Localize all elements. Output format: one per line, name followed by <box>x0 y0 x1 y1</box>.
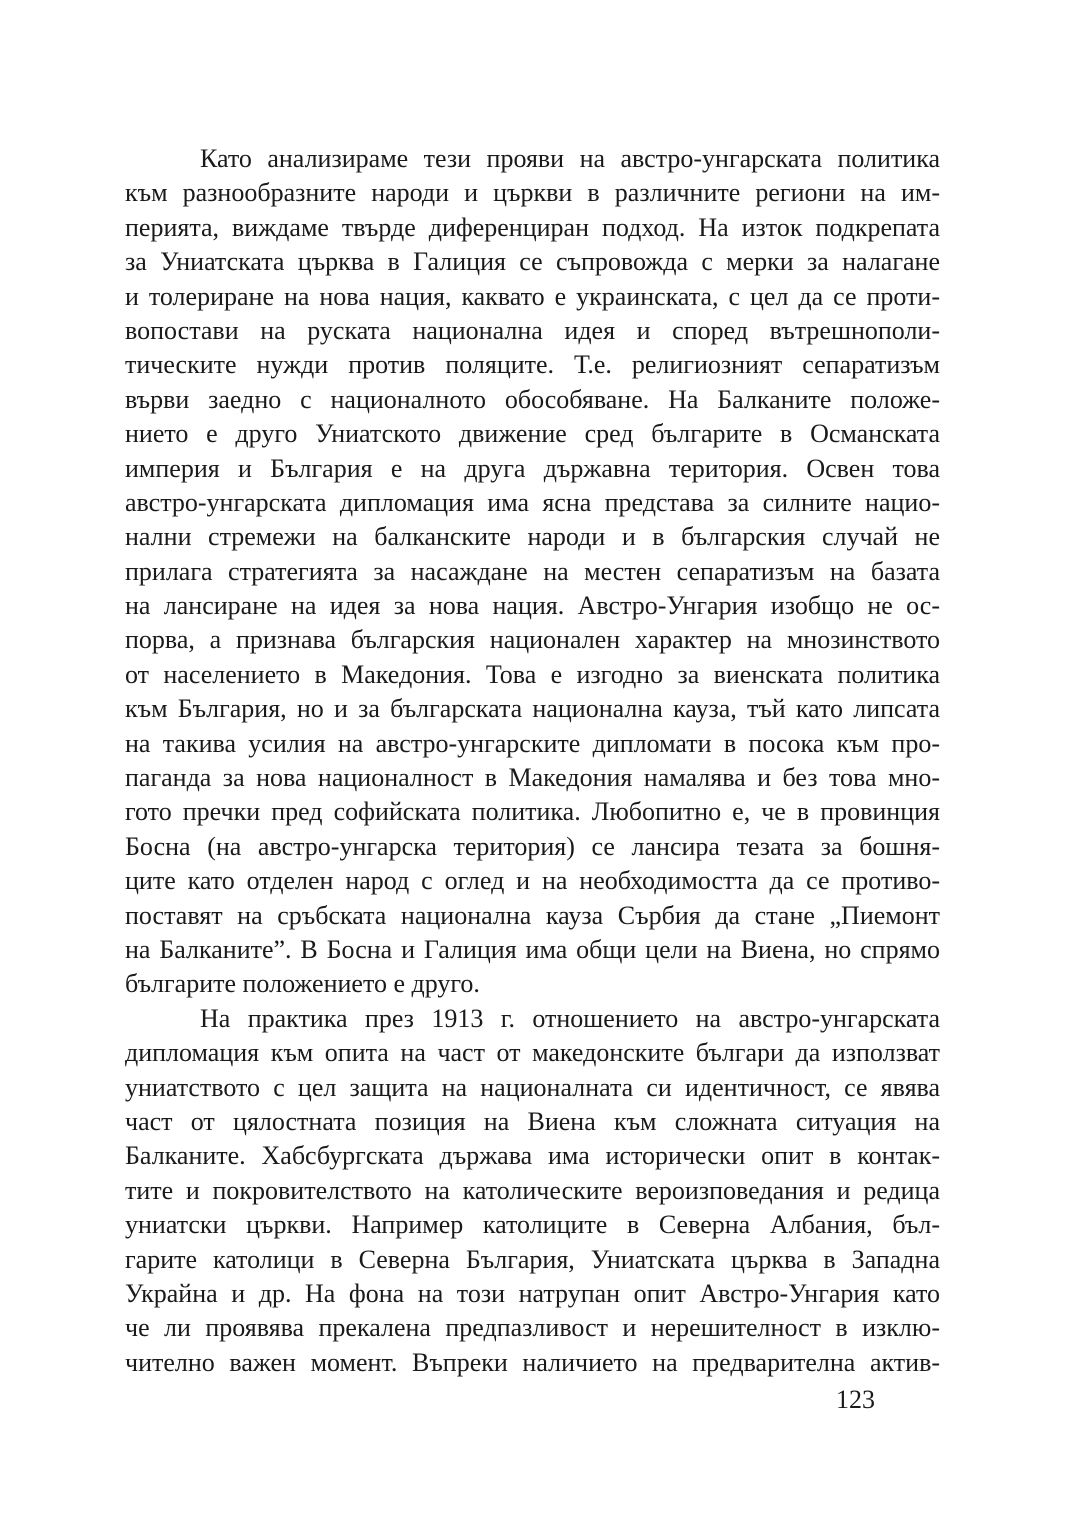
page-number: 123 <box>836 1385 875 1414</box>
body-text <box>125 142 940 1380</box>
text-line: Балканите. Хабсбургската държава има исторически опит в контак- <box>125 1141 940 1171</box>
text-line: австро-унгарската дипломация има ясна представа за силните нацио- <box>125 487 940 517</box>
text-line: паганда за нова националност в Македония намалява и без това мно- <box>125 763 940 793</box>
text-line: и толериране на нова нация, каквато е украинската, с цел да се проти- <box>125 281 940 311</box>
text-line: ците като отделен народ с оглед и на необходимостта да се противо- <box>125 866 940 896</box>
text-line: част от цялостната позиция на Виена към сложната ситуация на <box>125 1106 940 1136</box>
text-line: прилага стратегията за насаждане на местен сепаратизъм на базата <box>125 556 940 586</box>
text-line: чително важен момент. Въпреки наличието на предварителна актив- <box>125 1347 940 1377</box>
text-line: тите и покровителството на католическите вероизповедания и редица <box>125 1175 940 1205</box>
text-line: униатски църкви. Например католиците в Северна Албания, бъл- <box>125 1210 940 1240</box>
text-line: униатството с цел защита на националната си идентичност, се явява <box>125 1072 940 1102</box>
paragraph-2 <box>125 1002 940 1380</box>
text-line: нални стремежи на балканските народи и в българския случай не <box>125 522 940 552</box>
text-line: Като анализираме тези прояви на австро-унгарската политика <box>200 144 940 173</box>
text-line: към разнообразните народи и църкви в различните региони на им- <box>125 178 940 208</box>
paragraph-1 <box>125 142 940 1002</box>
text-line: гото пречки пред софийската политика. Любопитно е, че в провинция <box>125 797 940 827</box>
text-line: нието е друго Униатското движение сред българите в Османската <box>125 419 940 449</box>
text-line: на лансиране на идея за нова нация. Австро-Унгария изобщо не ос- <box>125 591 940 621</box>
text-line: от населението в Македония. Това е изгодно за виенската политика <box>125 659 940 689</box>
text-line: поставят на сръбската национална кауза Сърбия да стане „Пиемонт <box>125 900 940 930</box>
text-line: Босна (на австро-унгарска територия) се лансира тезата за бошня- <box>125 831 940 861</box>
text-line: на такива усилия на австро-унгарските дипломати в посока към про- <box>125 728 940 758</box>
text-line: върви заедно с националното обособяване. На Балканите положе- <box>125 384 940 414</box>
text-line: че ли проявява прекалена предпазливост и нерешителност в изклю- <box>125 1313 940 1343</box>
text-line: На практика през 1913 г. отношението на австро-унгарската <box>200 1003 940 1033</box>
text-line: перията, виждаме твърде диференциран подход. На изток подкрепата <box>125 212 940 242</box>
text-line: за Униатската църква в Галиция се съпровожда с мерки за налагане <box>125 247 940 277</box>
text-line: империя и България е на друга държавна територия. Освен това <box>125 453 940 483</box>
text-line: порва, а признава българския национален характер на мнозинството <box>125 625 940 655</box>
text-line: на Балканите”. В Босна и Галиция има общи цели на Виена, но спрямо <box>125 934 940 964</box>
text-line: българите положението е друго. <box>125 969 480 999</box>
text-line: Украйна и др. На фона на този натрупан опит Австро-Унгария като <box>125 1278 940 1308</box>
text-line: гарите католици в Северна България, Униатската църква в Западна <box>125 1244 940 1274</box>
text-line: вопостави на руската национална идея и според вътрешнополи- <box>125 315 940 345</box>
text-line: тическите нужди против поляците. Т.е. религиозният сепаратизъм <box>125 350 940 380</box>
text-line: към България, но и за българската национална кауза, тъй като липсата <box>125 694 940 724</box>
text-line: дипломация към опита на част от македонските българи да използват <box>125 1038 940 1068</box>
